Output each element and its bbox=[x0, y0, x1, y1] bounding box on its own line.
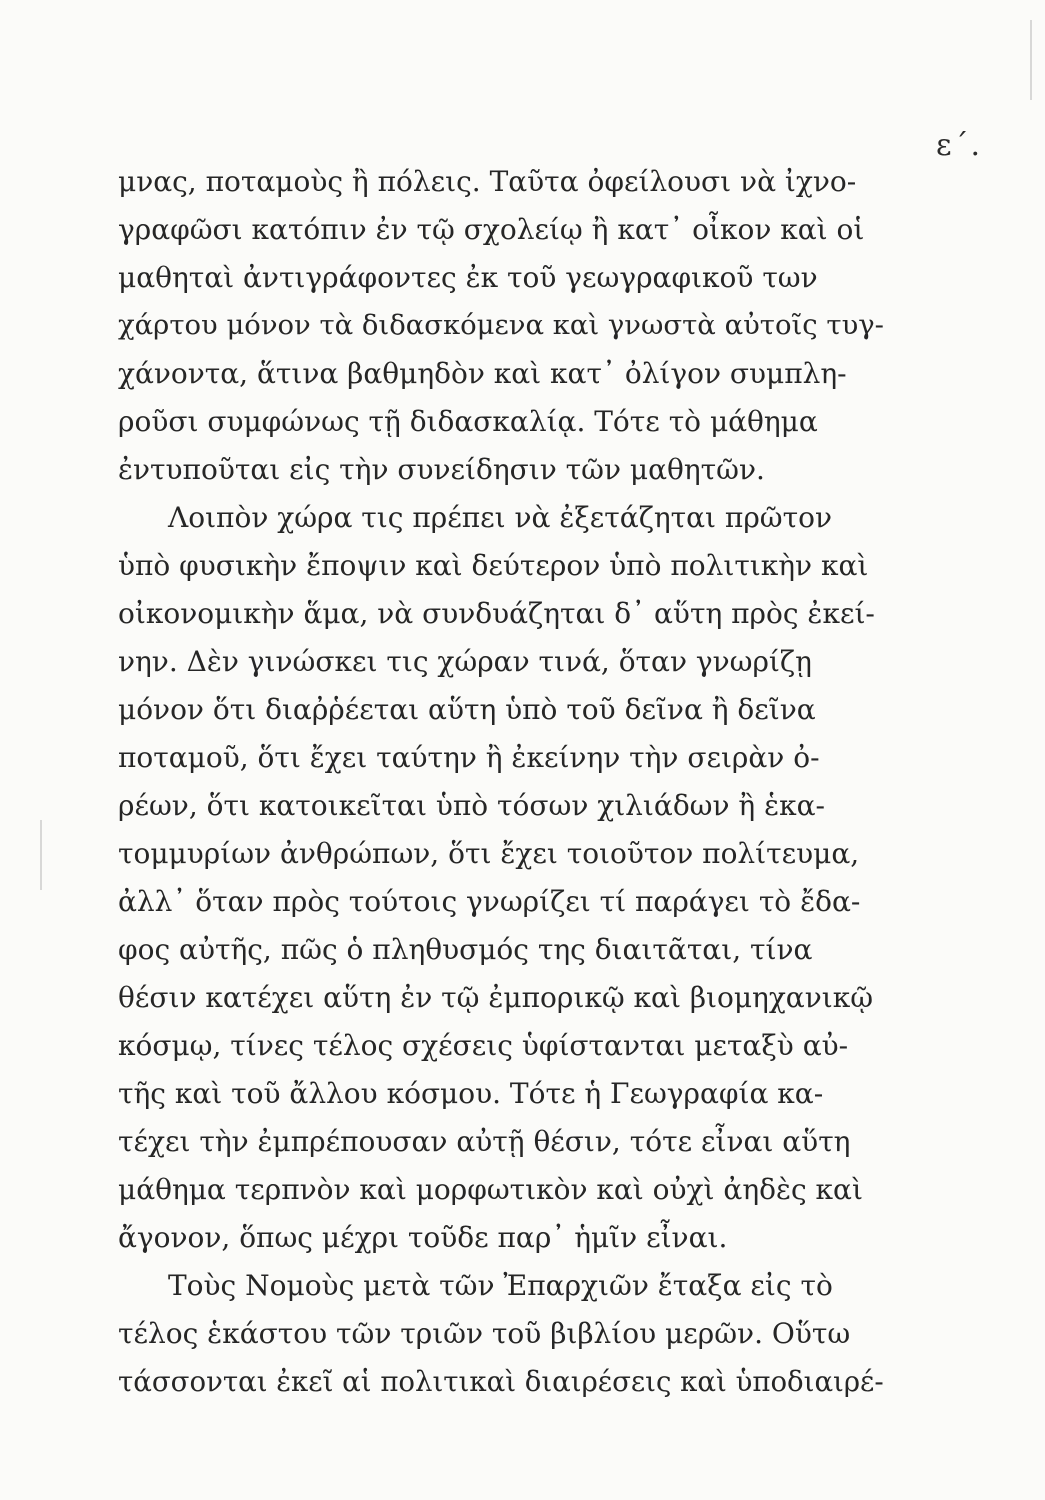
text-line: ὑπὸ φυσικὴν ἔποψιν καὶ δεύτερον ὑπὸ πολιτικὴν καὶ bbox=[118, 549, 869, 582]
page-number: ε΄. bbox=[936, 128, 983, 163]
text-line: Τοὺς Νομοὺς μετὰ τῶν Ἐπαρχιῶν ἔταξα εἰς τὸ bbox=[168, 1269, 833, 1302]
scan-edge-mark-right bbox=[1030, 20, 1032, 100]
text-line: μόνον ὅτι διαῤῥέεται αὕτη ὑπὸ τοῦ δεῖνα ἢ δεῖνα bbox=[118, 693, 816, 726]
text-line: νην. Δὲν γινώσκει τις χώραν τινά, ὅταν γνωρίζῃ bbox=[118, 645, 812, 678]
text-line: Λοιπὸν χώρα τις πρέπει νὰ ἐξετάζηται πρῶτον bbox=[168, 501, 832, 534]
text-line: φος αὐτῆς, πῶς ὁ πληθυσμός της διαιτᾶται, τίνα bbox=[118, 933, 813, 966]
text-line: γραφῶσι κατόπιν ἐν τῷ σχολείῳ ἢ κατ᾽ οἶκον καὶ οἱ bbox=[118, 213, 865, 246]
text-line: ἐντυποῦται εἰς τὴν συνείδησιν τῶν μαθητῶν. bbox=[118, 453, 765, 486]
text-line: θέσιν κατέχει αὕτη ἐν τῷ ἐμπορικῷ καὶ βιομηχανικῷ bbox=[118, 981, 874, 1014]
text-line: ἀλλ᾽ ὅταν πρὸς τούτοις γνωρίζει τί παράγει τὸ ἔδα- bbox=[118, 885, 861, 918]
text-line: χάρτου μόνον τὰ διδασκόμενα καὶ γνωστὰ αὐτοῖς τυγ- bbox=[118, 310, 884, 341]
body-text bbox=[118, 158, 884, 1406]
text-line: ρέων, ὅτι κατοικεῖται ὑπὸ τόσων χιλιάδων ἢ ἑκα- bbox=[118, 789, 825, 822]
text-line: ποταμοῦ, ὅτι ἔχει ταύτην ἢ ἐκείνην τὴν σειρὰν ὀ- bbox=[118, 741, 820, 774]
text-line: τάσσονται ἐκεῖ αἱ πολιτικαὶ διαιρέσεις καὶ ὑποδιαιρέ- bbox=[118, 1365, 884, 1398]
text-line: τέχει τὴν ἐμπρέπουσαν αὐτῇ θέσιν, τότε εἶναι αὕτη bbox=[118, 1125, 851, 1158]
text-line: τέλος ἑκάστου τῶν τριῶν τοῦ βιβλίου μερῶν. Οὕτω bbox=[118, 1317, 851, 1350]
text-line: οἰκονομικὴν ἅμα, νὰ συνδυάζηται δ᾽ αὕτη πρὸς ἐκεί- bbox=[118, 597, 875, 630]
text-line: χάνοντα, ἅτινα βαθμηδὸν καὶ κατ᾽ ὀλίγον συμπλη- bbox=[118, 357, 847, 390]
scan-edge-mark-left bbox=[40, 820, 42, 890]
text-line: μάθημα τερπνὸν καὶ μορφωτικὸν καὶ οὐχὶ ἀηδὲς καὶ bbox=[118, 1173, 863, 1206]
text-line: κόσμῳ, τίνες τέλος σχέσεις ὑφίστανται μεταξὺ αὐ- bbox=[118, 1029, 849, 1062]
text-line: μαθηταὶ ἀντιγράφοντες ἐκ τοῦ γεωγραφικοῦ των bbox=[118, 261, 818, 294]
text-line: τομμυρίων ἀνθρώπων, ὅτι ἔχει τοιοῦτον πολίτευμα, bbox=[118, 837, 860, 870]
text-line: ροῦσι συμφώνως τῇ διδασκαλίᾳ. Τότε τὸ μάθημα bbox=[118, 405, 818, 438]
text-line: τῆς καὶ τοῦ ἄλλου κόσμου. Τότε ἡ Γεωγραφία κα- bbox=[118, 1077, 824, 1110]
text-line: ἄγονον, ὅπως μέχρι τοῦδε παρ᾽ ἡμῖν εἶναι. bbox=[118, 1221, 728, 1254]
text-line: μνας, ποταμοὺς ἢ πόλεις. Ταῦτα ὀφείλουσι νὰ ἰχνο- bbox=[118, 165, 857, 198]
